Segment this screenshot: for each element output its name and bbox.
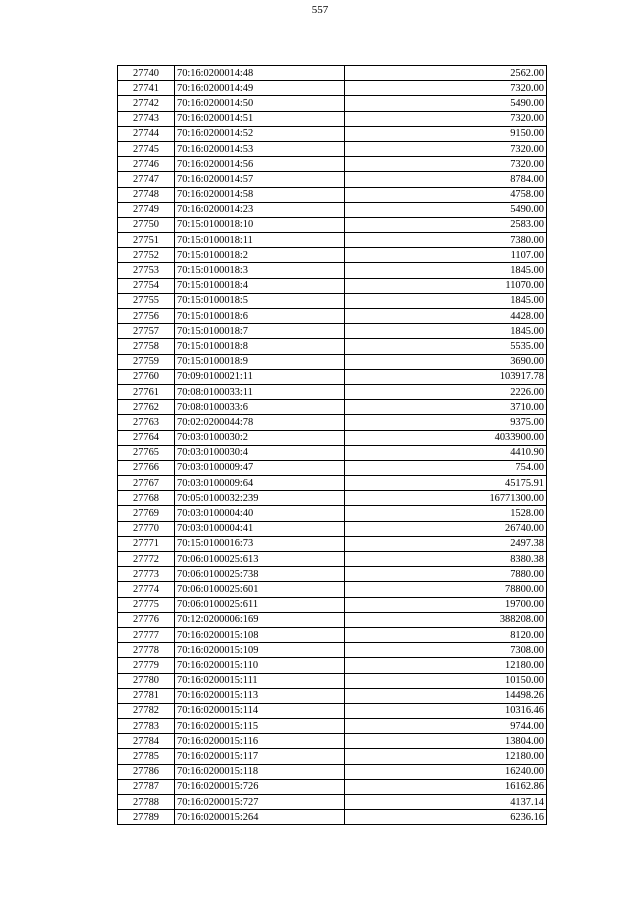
value-cell: 1107.00 — [345, 248, 547, 263]
row-number-cell: 27784 — [118, 734, 175, 749]
cadastral-number-cell: 70:16:0200015:727 — [175, 795, 345, 810]
value-cell: 16240.00 — [345, 764, 547, 779]
value-cell: 45175.91 — [345, 476, 547, 491]
table-row — [118, 141, 547, 156]
table-row — [118, 66, 547, 81]
table-row — [118, 415, 547, 430]
value-cell: 12180.00 — [345, 658, 547, 673]
table-row — [118, 719, 547, 734]
table-row — [118, 96, 547, 111]
cadastral-number-cell: 70:15:0100018:8 — [175, 339, 345, 354]
value-cell: 12180.00 — [345, 749, 547, 764]
table-row — [118, 81, 547, 96]
row-number-cell: 27746 — [118, 157, 175, 172]
table-row — [118, 369, 547, 384]
table-row — [118, 202, 547, 217]
row-number-cell: 27744 — [118, 126, 175, 141]
value-cell: 4137.14 — [345, 795, 547, 810]
row-number-cell: 27769 — [118, 506, 175, 521]
row-number-cell: 27758 — [118, 339, 175, 354]
row-number-cell: 27763 — [118, 415, 175, 430]
cadastral-number-cell: 70:16:0200015:108 — [175, 627, 345, 642]
value-cell: 10316.46 — [345, 703, 547, 718]
value-cell: 3690.00 — [345, 354, 547, 369]
value-cell: 754.00 — [345, 460, 547, 475]
table-row — [118, 384, 547, 399]
row-number-cell: 27789 — [118, 810, 175, 825]
cadastral-number-cell: 70:06:0100025:611 — [175, 597, 345, 612]
value-cell: 19700.00 — [345, 597, 547, 612]
cadastral-number-cell: 70:16:0200014:23 — [175, 202, 345, 217]
table-row — [118, 354, 547, 369]
table-row — [118, 263, 547, 278]
table-row — [118, 643, 547, 658]
table-row — [118, 491, 547, 506]
row-number-cell: 27761 — [118, 384, 175, 399]
table-row — [118, 324, 547, 339]
table-row — [118, 536, 547, 551]
value-cell: 1845.00 — [345, 293, 547, 308]
value-cell: 2226.00 — [345, 384, 547, 399]
table-row — [118, 688, 547, 703]
value-cell: 2562.00 — [345, 66, 547, 81]
value-cell: 16162.86 — [345, 779, 547, 794]
table-row — [118, 278, 547, 293]
value-cell: 2583.00 — [345, 217, 547, 232]
cadastral-number-cell: 70:16:0200014:50 — [175, 96, 345, 111]
table-row — [118, 779, 547, 794]
table-row — [118, 795, 547, 810]
value-cell: 7320.00 — [345, 111, 547, 126]
cadastral-number-cell: 70:16:0200014:51 — [175, 111, 345, 126]
cadastral-number-cell: 70:03:0100004:40 — [175, 506, 345, 521]
cadastral-number-cell: 70:06:0100025:613 — [175, 552, 345, 567]
row-number-cell: 27783 — [118, 719, 175, 734]
cadastral-number-cell: 70:03:0100030:2 — [175, 430, 345, 445]
cadastral-number-cell: 70:05:0100032:239 — [175, 491, 345, 506]
row-number-cell: 27743 — [118, 111, 175, 126]
cadastral-number-cell: 70:16:0200014:52 — [175, 126, 345, 141]
table-row — [118, 248, 547, 263]
row-number-cell: 27749 — [118, 202, 175, 217]
table-row — [118, 703, 547, 718]
value-cell: 1845.00 — [345, 324, 547, 339]
cadastral-number-cell: 70:12:0200006:169 — [175, 612, 345, 627]
cadastral-number-cell: 70:16:0200015:116 — [175, 734, 345, 749]
row-number-cell: 27750 — [118, 217, 175, 232]
row-number-cell: 27774 — [118, 582, 175, 597]
row-number-cell: 27752 — [118, 248, 175, 263]
row-number-cell: 27770 — [118, 521, 175, 536]
row-number-cell: 27748 — [118, 187, 175, 202]
table-row — [118, 506, 547, 521]
cadastral-number-cell: 70:16:0200015:111 — [175, 673, 345, 688]
row-number-cell: 27766 — [118, 460, 175, 475]
table-row — [118, 111, 547, 126]
cadastral-number-cell: 70:15:0100016:73 — [175, 536, 345, 551]
row-number-cell: 27759 — [118, 354, 175, 369]
row-number-cell: 27779 — [118, 658, 175, 673]
table-row — [118, 734, 547, 749]
value-cell: 103917.78 — [345, 369, 547, 384]
table-row — [118, 293, 547, 308]
cadastral-number-cell: 70:15:0100018:11 — [175, 233, 345, 248]
value-cell: 3710.00 — [345, 400, 547, 415]
table-row — [118, 309, 547, 324]
cadastral-number-cell: 70:02:0200044:78 — [175, 415, 345, 430]
cadastral-number-cell: 70:16:0200014:49 — [175, 81, 345, 96]
table-row — [118, 400, 547, 415]
row-number-cell: 27773 — [118, 567, 175, 582]
table-row — [118, 582, 547, 597]
value-cell: 14498.26 — [345, 688, 547, 703]
table-row — [118, 460, 547, 475]
table-row — [118, 339, 547, 354]
row-number-cell: 27775 — [118, 597, 175, 612]
value-cell: 11070.00 — [345, 278, 547, 293]
value-cell: 5490.00 — [345, 202, 547, 217]
row-number-cell: 27777 — [118, 627, 175, 642]
row-number-cell: 27787 — [118, 779, 175, 794]
cadastral-number-cell: 70:16:0200014:56 — [175, 157, 345, 172]
row-number-cell: 27786 — [118, 764, 175, 779]
registry-table-body — [118, 66, 547, 825]
cadastral-number-cell: 70:16:0200015:264 — [175, 810, 345, 825]
value-cell: 8380.38 — [345, 552, 547, 567]
page-number: 557 — [311, 4, 329, 16]
value-cell: 7308.00 — [345, 643, 547, 658]
row-number-cell: 27754 — [118, 278, 175, 293]
value-cell: 78800.00 — [345, 582, 547, 597]
table-row — [118, 552, 547, 567]
value-cell: 8120.00 — [345, 627, 547, 642]
value-cell: 16771300.00 — [345, 491, 547, 506]
row-number-cell: 27755 — [118, 293, 175, 308]
row-number-cell: 27756 — [118, 309, 175, 324]
value-cell: 5490.00 — [345, 96, 547, 111]
table-row — [118, 764, 547, 779]
value-cell: 9375.00 — [345, 415, 547, 430]
table-row — [118, 521, 547, 536]
cadastral-number-cell: 70:15:0100018:9 — [175, 354, 345, 369]
cadastral-number-cell: 70:03:0100009:64 — [175, 476, 345, 491]
table-row — [118, 673, 547, 688]
cadastral-number-cell: 70:16:0200015:110 — [175, 658, 345, 673]
table-row — [118, 126, 547, 141]
row-number-cell: 27757 — [118, 324, 175, 339]
value-cell: 10150.00 — [345, 673, 547, 688]
row-number-cell: 27780 — [118, 673, 175, 688]
table-row — [118, 233, 547, 248]
table-row — [118, 627, 547, 642]
value-cell: 1845.00 — [345, 263, 547, 278]
row-number-cell: 27767 — [118, 476, 175, 491]
value-cell: 7380.00 — [345, 233, 547, 248]
table-row — [118, 187, 547, 202]
table-row — [118, 445, 547, 460]
value-cell: 388208.00 — [345, 612, 547, 627]
row-number-cell: 27745 — [118, 141, 175, 156]
row-number-cell: 27776 — [118, 612, 175, 627]
value-cell: 7880.00 — [345, 567, 547, 582]
row-number-cell: 27788 — [118, 795, 175, 810]
cadastral-number-cell: 70:15:0100018:2 — [175, 248, 345, 263]
value-cell: 7320.00 — [345, 141, 547, 156]
cadastral-number-cell: 70:16:0200015:114 — [175, 703, 345, 718]
row-number-cell: 27765 — [118, 445, 175, 460]
registry-table — [117, 65, 547, 825]
table-row — [118, 658, 547, 673]
cadastral-number-cell: 70:16:0200015:726 — [175, 779, 345, 794]
value-cell: 1528.00 — [345, 506, 547, 521]
value-cell: 8784.00 — [345, 172, 547, 187]
value-cell: 2497.38 — [345, 536, 547, 551]
cadastral-number-cell: 70:15:0100018:6 — [175, 309, 345, 324]
row-number-cell: 27772 — [118, 552, 175, 567]
table-row — [118, 476, 547, 491]
row-number-cell: 27778 — [118, 643, 175, 658]
cadastral-number-cell: 70:06:0100025:738 — [175, 567, 345, 582]
table-row — [118, 749, 547, 764]
table-row — [118, 157, 547, 172]
cadastral-number-cell: 70:15:0100018:5 — [175, 293, 345, 308]
row-number-cell: 27782 — [118, 703, 175, 718]
cadastral-number-cell: 70:16:0200014:57 — [175, 172, 345, 187]
value-cell: 9744.00 — [345, 719, 547, 734]
row-number-cell: 27753 — [118, 263, 175, 278]
row-number-cell: 27740 — [118, 66, 175, 81]
table-row — [118, 612, 547, 627]
row-number-cell: 27762 — [118, 400, 175, 415]
value-cell: 6236.16 — [345, 810, 547, 825]
cadastral-number-cell: 70:16:0200014:48 — [175, 66, 345, 81]
cadastral-number-cell: 70:16:0200015:117 — [175, 749, 345, 764]
row-number-cell: 27747 — [118, 172, 175, 187]
table-row — [118, 430, 547, 445]
row-number-cell: 27760 — [118, 369, 175, 384]
cadastral-number-cell: 70:16:0200014:58 — [175, 187, 345, 202]
cadastral-number-cell: 70:16:0200015:113 — [175, 688, 345, 703]
cadastral-number-cell: 70:09:0100021:11 — [175, 369, 345, 384]
row-number-cell: 27771 — [118, 536, 175, 551]
cadastral-number-cell: 70:03:0100004:41 — [175, 521, 345, 536]
cadastral-number-cell: 70:16:0200015:115 — [175, 719, 345, 734]
cadastral-number-cell: 70:16:0200015:118 — [175, 764, 345, 779]
cadastral-number-cell: 70:15:0100018:4 — [175, 278, 345, 293]
row-number-cell: 27741 — [118, 81, 175, 96]
table-row — [118, 217, 547, 232]
value-cell: 7320.00 — [345, 157, 547, 172]
value-cell: 4033900.00 — [345, 430, 547, 445]
value-cell: 4410.90 — [345, 445, 547, 460]
value-cell: 9150.00 — [345, 126, 547, 141]
value-cell: 4428.00 — [345, 309, 547, 324]
table-row — [118, 810, 547, 825]
cadastral-number-cell: 70:15:0100018:10 — [175, 217, 345, 232]
row-number-cell: 27751 — [118, 233, 175, 248]
value-cell: 26740.00 — [345, 521, 547, 536]
cadastral-number-cell: 70:08:0100033:11 — [175, 384, 345, 399]
row-number-cell: 27764 — [118, 430, 175, 445]
cadastral-number-cell: 70:06:0100025:601 — [175, 582, 345, 597]
value-cell: 5535.00 — [345, 339, 547, 354]
row-number-cell: 27742 — [118, 96, 175, 111]
cadastral-number-cell: 70:03:0100009:47 — [175, 460, 345, 475]
cadastral-number-cell: 70:15:0100018:7 — [175, 324, 345, 339]
cadastral-number-cell: 70:16:0200014:53 — [175, 141, 345, 156]
table-row — [118, 597, 547, 612]
row-number-cell: 27781 — [118, 688, 175, 703]
value-cell: 13804.00 — [345, 734, 547, 749]
row-number-cell: 27785 — [118, 749, 175, 764]
cadastral-number-cell: 70:16:0200015:109 — [175, 643, 345, 658]
value-cell: 7320.00 — [345, 81, 547, 96]
row-number-cell: 27768 — [118, 491, 175, 506]
cadastral-number-cell: 70:03:0100030:4 — [175, 445, 345, 460]
table-row — [118, 567, 547, 582]
cadastral-number-cell: 70:15:0100018:3 — [175, 263, 345, 278]
cadastral-number-cell: 70:08:0100033:6 — [175, 400, 345, 415]
table-row — [118, 172, 547, 187]
value-cell: 4758.00 — [345, 187, 547, 202]
